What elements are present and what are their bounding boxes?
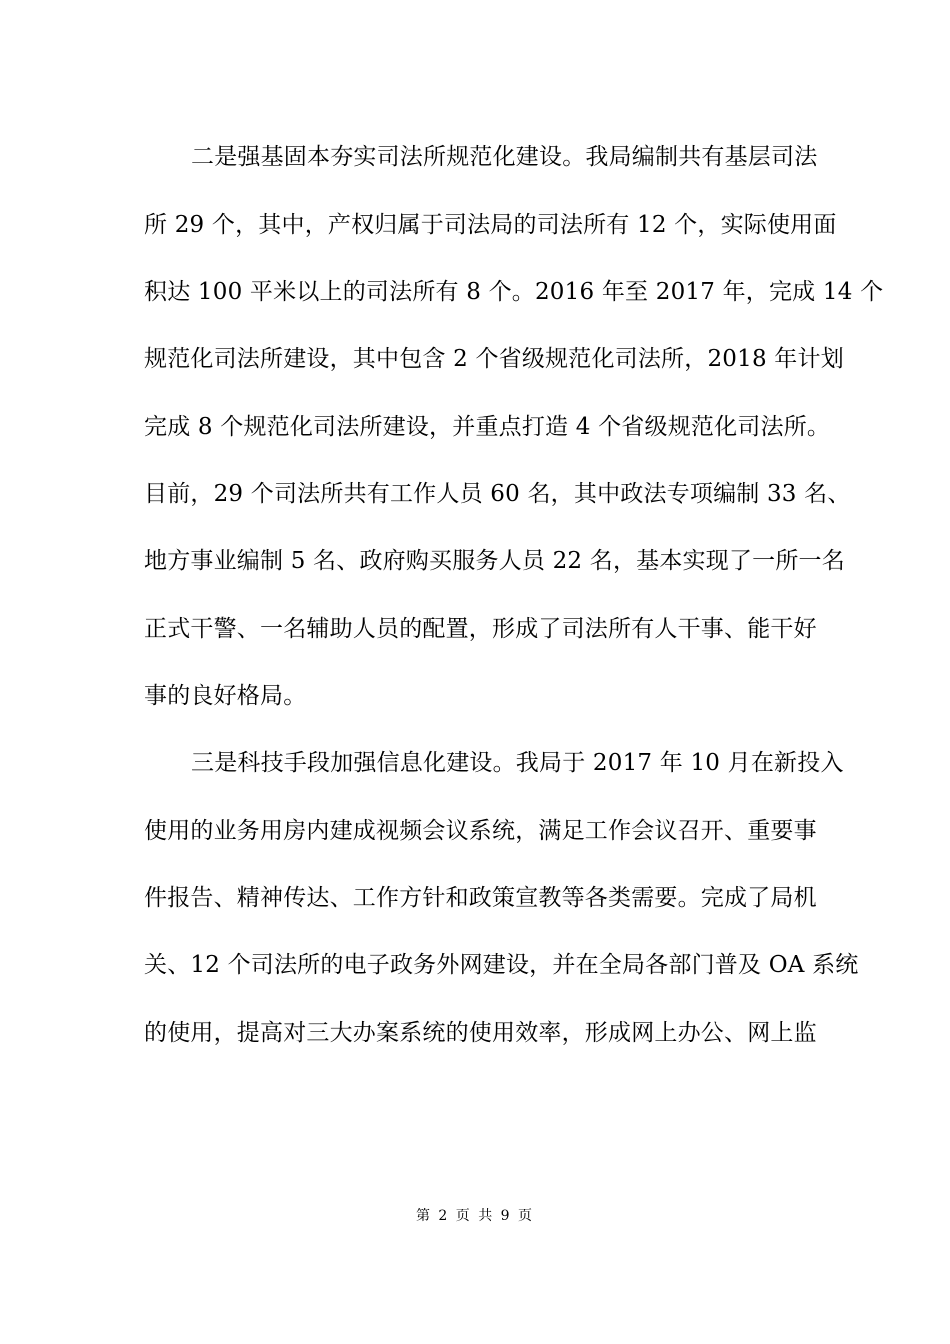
paragraph-2-line-5: 的使用，提高对三大办案系统的使用效率，形成网上办公、网上监	[144, 1020, 817, 1046]
paragraph-2-line-4: 关、12 个司法所的电子政务外网建设，并在全局各部门普及 OA 系统	[144, 952, 859, 978]
paragraph-1-line-4: 规范化司法所建设，其中包含 2 个省级规范化司法所，2018 年计划	[144, 346, 844, 372]
paragraph-1-line-5: 完成 8 个规范化司法所建设，并重点打造 4 个省级规范化司法所。	[144, 414, 831, 440]
paragraph-1-line-6: 目前，29 个司法所共有工作人员 60 名，其中政法专项编制 33 名、	[144, 481, 851, 507]
paragraph-2-line-3: 件报告、精神传达、工作方针和政策宣教等各类需要。完成了局机	[144, 885, 817, 911]
paragraph-1-line-3: 积达 100 平米以上的司法所有 8 个。2016 年至 2017 年，完成 14 个	[144, 279, 884, 305]
paragraph-1-line-2: 所 29 个，其中，产权归属于司法局的司法所有 12 个，实际使用面	[144, 212, 837, 238]
page-number-footer: 第 2 页 共 9 页	[415, 1208, 535, 1224]
paragraph-1-line-9: 事的良好格局。	[144, 683, 307, 709]
paragraph-1-line-8: 正式干警、一名辅助人员的配置，形成了司法所有人干事、能干好	[144, 616, 817, 642]
paragraph-2-line-2: 使用的业务用房内建成视频会议系统，满足工作会议召开、重要事	[144, 818, 817, 844]
paragraph-2-line-1: 三是科技手段加强信息化建设。我局于 2017 年 10 月在新投入	[191, 750, 844, 776]
paragraph-1-line-1: 二是强基固本夯实司法所规范化建设。我局编制共有基层司法	[191, 144, 818, 170]
paragraph-1-line-7: 地方事业编制 5 名、政府购买服务人员 22 名，基本实现了一所一名	[144, 548, 845, 574]
